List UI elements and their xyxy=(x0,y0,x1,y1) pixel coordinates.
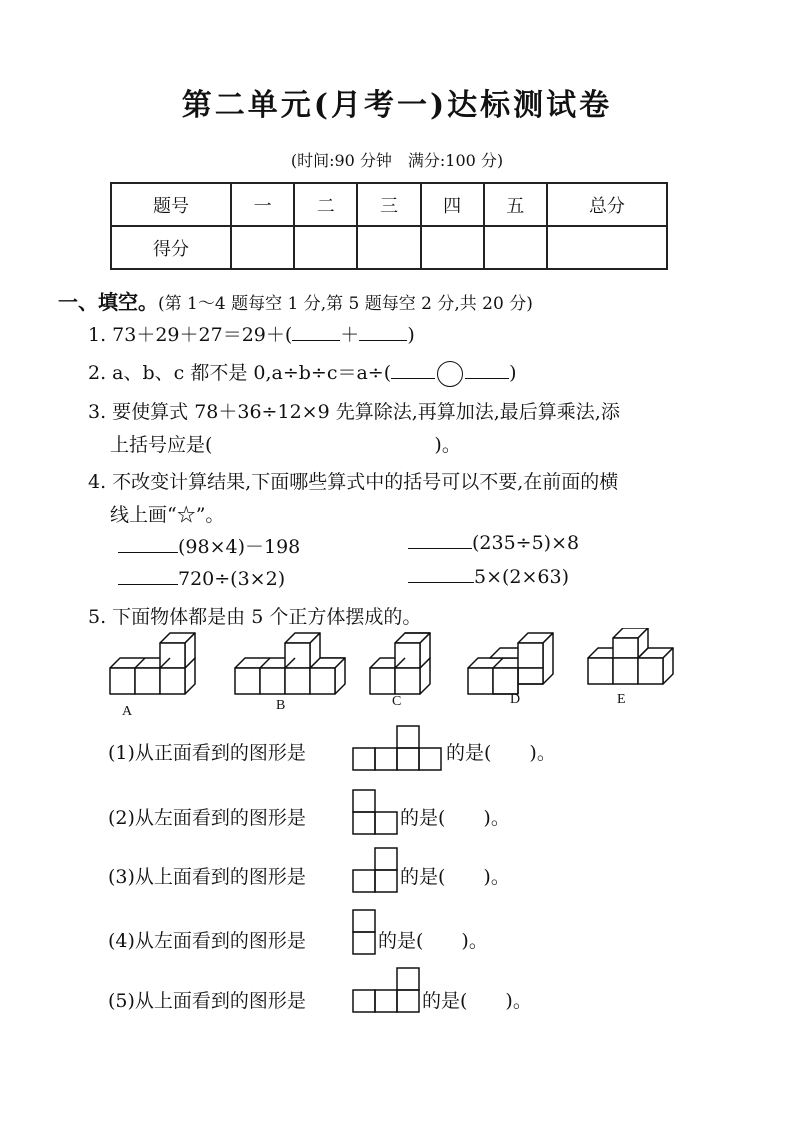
q5-sub-1-suffix: 的是( )。 xyxy=(446,742,556,764)
q5-sub-2-prefix: (2)从左面看到的图形是 xyxy=(108,807,306,829)
answer-blank[interactable] xyxy=(118,566,178,585)
page-title: 第二单元(月考一)达标测试卷 xyxy=(181,88,613,123)
score-cell[interactable] xyxy=(357,226,420,269)
question-5: 5. 下面物体都是由 5 个正方体摆成的。 xyxy=(88,606,422,628)
figure-label: B xyxy=(276,698,286,713)
figure-label: D xyxy=(510,692,521,707)
view-shape-3 xyxy=(352,846,398,894)
q1-plus: ＋ xyxy=(340,324,360,346)
score-cell[interactable] xyxy=(294,226,357,269)
score-cell[interactable] xyxy=(231,226,294,269)
q4-expression: (235÷5)×8 xyxy=(472,532,580,554)
table-header-cell: 二 xyxy=(294,183,357,226)
score-cell[interactable] xyxy=(421,226,484,269)
q2-suffix: ) xyxy=(509,362,517,384)
q4-item xyxy=(408,564,569,588)
answer-blank[interactable] xyxy=(408,530,472,549)
table-row xyxy=(111,183,667,226)
q4-expression: (98×4)－198 xyxy=(178,536,301,558)
cube-figure-a xyxy=(110,633,195,694)
figure-label: C xyxy=(392,694,402,709)
view-shape-2 xyxy=(352,788,398,836)
score-cell[interactable] xyxy=(547,226,667,269)
section-title: 一、填空。 xyxy=(58,290,158,314)
table-row xyxy=(111,226,667,269)
question-1 xyxy=(88,320,415,347)
q3-prefix: 上括号应是( xyxy=(110,434,213,456)
table-header-cell: 五 xyxy=(484,183,547,226)
answer-blank[interactable] xyxy=(359,322,407,341)
question-4-line-1: 4. 不改变计算结果,下面哪些算式中的括号可以不要,在前面的横 xyxy=(88,471,619,493)
q3-suffix: )。 xyxy=(434,434,461,456)
q5-sub-4-suffix: 的是( )。 xyxy=(378,930,488,952)
answer-blank[interactable] xyxy=(292,322,340,341)
table-header-cell: 题号 xyxy=(111,183,231,226)
q4-item xyxy=(408,530,579,554)
q1-prefix: 1. 73＋29＋27＝29＋( xyxy=(88,324,293,346)
view-shape-4 xyxy=(352,908,378,956)
question-3-line-1: 3. 要使算式 78＋36÷12×9 先算除法,再算加法,最后算乘法,添 xyxy=(88,401,620,423)
table-header-cell: 一 xyxy=(231,183,294,226)
answer-blank[interactable] xyxy=(408,564,474,583)
section-heading xyxy=(58,286,533,315)
score-row-label: 得分 xyxy=(111,226,231,269)
q5-sub-3-suffix: 的是( )。 xyxy=(400,866,510,888)
question-2 xyxy=(88,358,517,387)
answer-blank[interactable] xyxy=(391,360,435,379)
question-3-line-2 xyxy=(110,430,461,457)
score-table xyxy=(110,182,668,270)
cube-figure-d xyxy=(468,633,553,694)
q5-sub-2-suffix: 的是( )。 xyxy=(400,807,510,829)
table-header-cell: 总分 xyxy=(547,183,667,226)
figure-label: E xyxy=(617,692,626,707)
operator-circle[interactable] xyxy=(437,361,463,387)
table-header-cell: 四 xyxy=(421,183,484,226)
q4-item xyxy=(118,566,285,590)
q5-sub-1-prefix: (1)从正面看到的图形是 xyxy=(108,742,306,764)
cube-figure-c xyxy=(370,628,430,694)
cube-figure-e xyxy=(588,628,673,684)
q4-item xyxy=(118,532,300,559)
q4-expression: 720÷(3×2) xyxy=(178,568,286,590)
table-header-cell: 三 xyxy=(357,183,420,226)
view-shape-5 xyxy=(352,966,422,1014)
score-cell[interactable] xyxy=(484,226,547,269)
exam-info: (时间:90 分钟 满分:100 分) xyxy=(290,151,504,170)
q5-sub-5-suffix: 的是( )。 xyxy=(422,990,532,1012)
q5-sub-4-prefix: (4)从左面看到的图形是 xyxy=(108,930,306,952)
q5-sub-3-prefix: (3)从上面看到的图形是 xyxy=(108,866,306,888)
q5-sub-5-prefix: (5)从上面看到的图形是 xyxy=(108,990,306,1012)
figure-label: A xyxy=(122,704,133,719)
answer-blank[interactable] xyxy=(118,534,178,553)
question-4-line-2: 线上画“☆”。 xyxy=(110,504,225,526)
answer-blank[interactable] xyxy=(465,360,509,379)
cube-figure-b xyxy=(235,633,345,694)
q2-prefix: 2. a、b、c 都不是 0,a÷b÷c＝a÷( xyxy=(88,362,392,384)
q1-suffix: ) xyxy=(407,324,415,346)
q4-expression: 5×(2×63) xyxy=(474,566,570,588)
view-shape-1 xyxy=(352,724,444,772)
section-note: (第 1～4 题每空 1 分,第 5 题每空 2 分,共 20 分) xyxy=(158,294,533,314)
